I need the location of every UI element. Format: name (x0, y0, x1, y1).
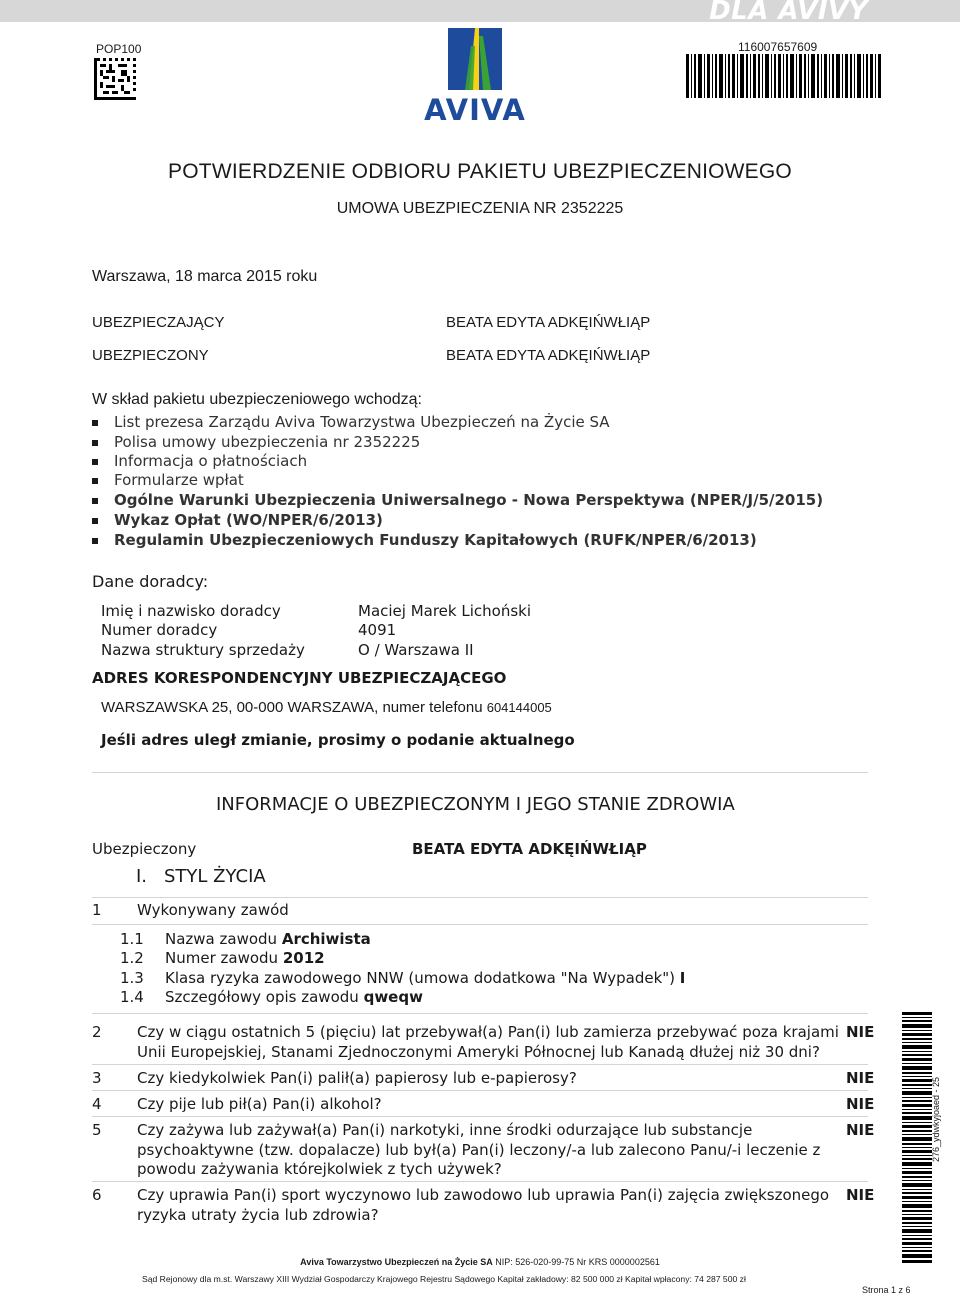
advisor-heading: Dane doradcy: (92, 572, 209, 591)
insurer-value: BEATA EDYTA ADKĘIŃWŁIĄP (446, 314, 651, 331)
subquestion-label: Nazwa zawodu (165, 930, 278, 948)
question-text: ryzyka utraty życia lub zdrowia? (137, 1206, 379, 1224)
question-text: Czy zażywa lub zażywał(a) Pan(i) narkotyki, inne środki odurzające lub substancje (137, 1121, 753, 1139)
subquestion-text (165, 949, 325, 967)
question-number: 2 (92, 1023, 102, 1041)
question-text: Wykonywany zawód (137, 901, 289, 919)
divider (92, 1090, 868, 1091)
health-insured-value: BEATA EDYTA ADKĘIŃWŁIĄP (412, 840, 647, 858)
form-code: POP100 (96, 42, 142, 56)
question-answer: NIE (846, 1186, 875, 1204)
package-item: Ogólne Warunki Ubezpieczenia Uniwersalnego - Nowa Perspektywa (NPER/J/5/2015) (114, 491, 824, 509)
package-item: Polisa umowy ubezpieczenia nr 2352225 (114, 433, 421, 451)
banner-text: DLA AVIVY (709, 0, 868, 26)
address-phone: 604144005 (486, 700, 552, 715)
subquestion-value: qweqw (363, 988, 423, 1006)
subquestion-value: Archiwista (281, 930, 371, 948)
divider (92, 772, 868, 773)
subquestion-label: Klasa ryzyka zawodowego NNW (umowa dodatkowa "Na Wypadek") (165, 969, 676, 987)
subquestion-label: Szczegółowy opis zawodu (165, 988, 359, 1006)
divider (92, 1116, 868, 1117)
package-intro: W skład pakietu ubezpieczeniowego wchodzą: (92, 391, 422, 408)
subquestion-number: 1.4 (120, 988, 144, 1006)
bullet-icon (92, 538, 98, 544)
datamatrix-code (94, 58, 136, 100)
package-item: List prezesa Zarządu Aviva Towarzystwa Ubezpieczeń na Życie SA (114, 413, 610, 431)
package-item: Wykaz Opłat (WO/NPER/6/2013) (114, 511, 383, 529)
date-line: Warszawa, 18 marca 2015 roku (92, 268, 318, 285)
insured-value: BEATA EDYTA ADKĘIŃWŁIĄP (446, 347, 651, 364)
question-text: Czy uprawia Pan(i) sport wyczynowo lub zawodowo lub uprawia Pan(i) zajęcia zwiększonego (137, 1186, 830, 1204)
subquestion-text (165, 930, 371, 948)
footer-company-line (0, 1257, 960, 1267)
address-street: WARSZAWSKA 25, 00-000 WARSZAWA, (101, 699, 379, 716)
subquestion-number: 1.3 (120, 969, 144, 987)
health-heading: INFORMACJE O UBEZPIECZONYM I JEGO STANIE ZDROWIA (216, 794, 735, 815)
advisor-name-value: Maciej Marek Lichoński (358, 602, 531, 620)
document-title: POTWIERDZENIE ODBIORU PAKIETU UBEZPIECZENIOWEGO (168, 160, 792, 183)
question-answer: NIE (846, 1023, 875, 1041)
insurer-label: UBEZPIECZAJĄCY (92, 314, 225, 331)
divider (92, 1181, 868, 1182)
address-heading: ADRES KORESPONDENCYJNY UBEZPIECZAJĄCEGO (92, 669, 507, 687)
advisor-name-label: Imię i nazwisko doradcy (101, 602, 281, 620)
divider (92, 924, 868, 925)
question-number: 6 (92, 1186, 102, 1204)
question-text: Czy w ciągu ostatnich 5 (pięciu) lat przebywał(a) Pan(i) lub zamierza przebywać poza krajami (137, 1023, 839, 1041)
divider (92, 897, 868, 898)
package-item: Regulamin Ubezpieczeniowych Funduszy Kapitałowych (RUFK/NPER/6/2013) (114, 531, 757, 549)
barcode-number: 116007657609 (738, 40, 818, 54)
divider (92, 1064, 868, 1065)
question-text: Czy pije lub pił(a) Pan(i) alkohol? (137, 1095, 382, 1113)
bullet-icon (92, 459, 98, 465)
divider (92, 1013, 868, 1014)
bullet-icon (92, 478, 98, 484)
subquestion-label: Numer zawodu (165, 949, 279, 967)
page-number: Strona 1 z 6 (862, 1285, 911, 1295)
question-number: 3 (92, 1069, 102, 1087)
barcode (686, 54, 882, 98)
health-insured-label: Ubezpieczony (92, 840, 197, 858)
package-item: Informacja o płatnościach (114, 452, 308, 470)
aviva-logo (409, 28, 541, 122)
bullet-icon (92, 498, 98, 504)
address-change-notice: Jeśli adres uległ zmianie, prosimy o podanie aktualnego (101, 731, 575, 749)
footer-company: Aviva Towarzystwo Ubezpieczeń na Życie SA (300, 1257, 493, 1267)
aviva-logo-text: AVIVA (424, 93, 526, 122)
question-number: 4 (92, 1095, 102, 1113)
document-subtitle: UMOWA UBEZPIECZENIA NR 2352225 (336, 200, 624, 217)
bullet-icon (92, 518, 98, 524)
bullet-icon (92, 420, 98, 426)
question-number: 1 (92, 901, 102, 919)
question-text: Unii Europejskiej, Stanami Zjednoczonymi Ameryki Północnej lub Kanadą dłużej niż 30 dni? (137, 1043, 820, 1061)
section-number: I. (136, 866, 148, 887)
question-number: 5 (92, 1121, 102, 1139)
subquestion-number: 1.2 (120, 949, 144, 967)
question-answer: NIE (846, 1069, 875, 1087)
package-item: Formularze wpłat (114, 471, 244, 489)
advisor-structure-label: Nazwa struktury sprzedaży (101, 641, 305, 659)
side-code: 276_ydwkyjoaed - 25 (931, 1076, 941, 1162)
question-text: psychoaktywne (tzw. dopalacze) lub był(a) Pan(i) leczony/-a lub zalecono Panu/-i leczenie z (137, 1141, 821, 1159)
insured-label: UBEZPIECZONY (92, 347, 209, 364)
subquestion-value: 2012 (282, 949, 325, 967)
subquestion-text (165, 969, 685, 987)
address-phone-label: numer telefonu (382, 699, 483, 716)
question-text: Czy kiedykolwiek Pan(i) palił(a) papierosy lub e-papierosy? (137, 1069, 577, 1087)
question-answer: NIE (846, 1095, 875, 1113)
advisor-number-value: 4091 (358, 621, 397, 639)
subquestion-number: 1.1 (120, 930, 144, 948)
address-line (101, 699, 552, 716)
question-answer: NIE (846, 1121, 875, 1139)
bullet-icon (92, 440, 98, 446)
footer-court: Sąd Rejonowy dla m.st. Warszawy XIII Wydział Gospodarczy Krajowego Rejestru Sądowego Kapitał zakładowy: 82 500 000 zł Kapitał wpłacony: 74 287 500 zł (142, 1274, 746, 1284)
footer-ids: NIP: 526-020-99-75 Nr KRS 0000002561 (495, 1257, 660, 1267)
side-barcode (902, 1012, 932, 1264)
advisor-number-label: Numer doradcy (101, 621, 218, 639)
question-text: powodu zażywania którejkolwiek z tych używek? (137, 1160, 502, 1178)
section-title: STYL ŻYCIA (164, 866, 266, 887)
subquestion-value: I (679, 969, 686, 987)
advisor-structure-value: O / Warszawa II (358, 641, 474, 659)
subquestion-text (165, 988, 423, 1006)
